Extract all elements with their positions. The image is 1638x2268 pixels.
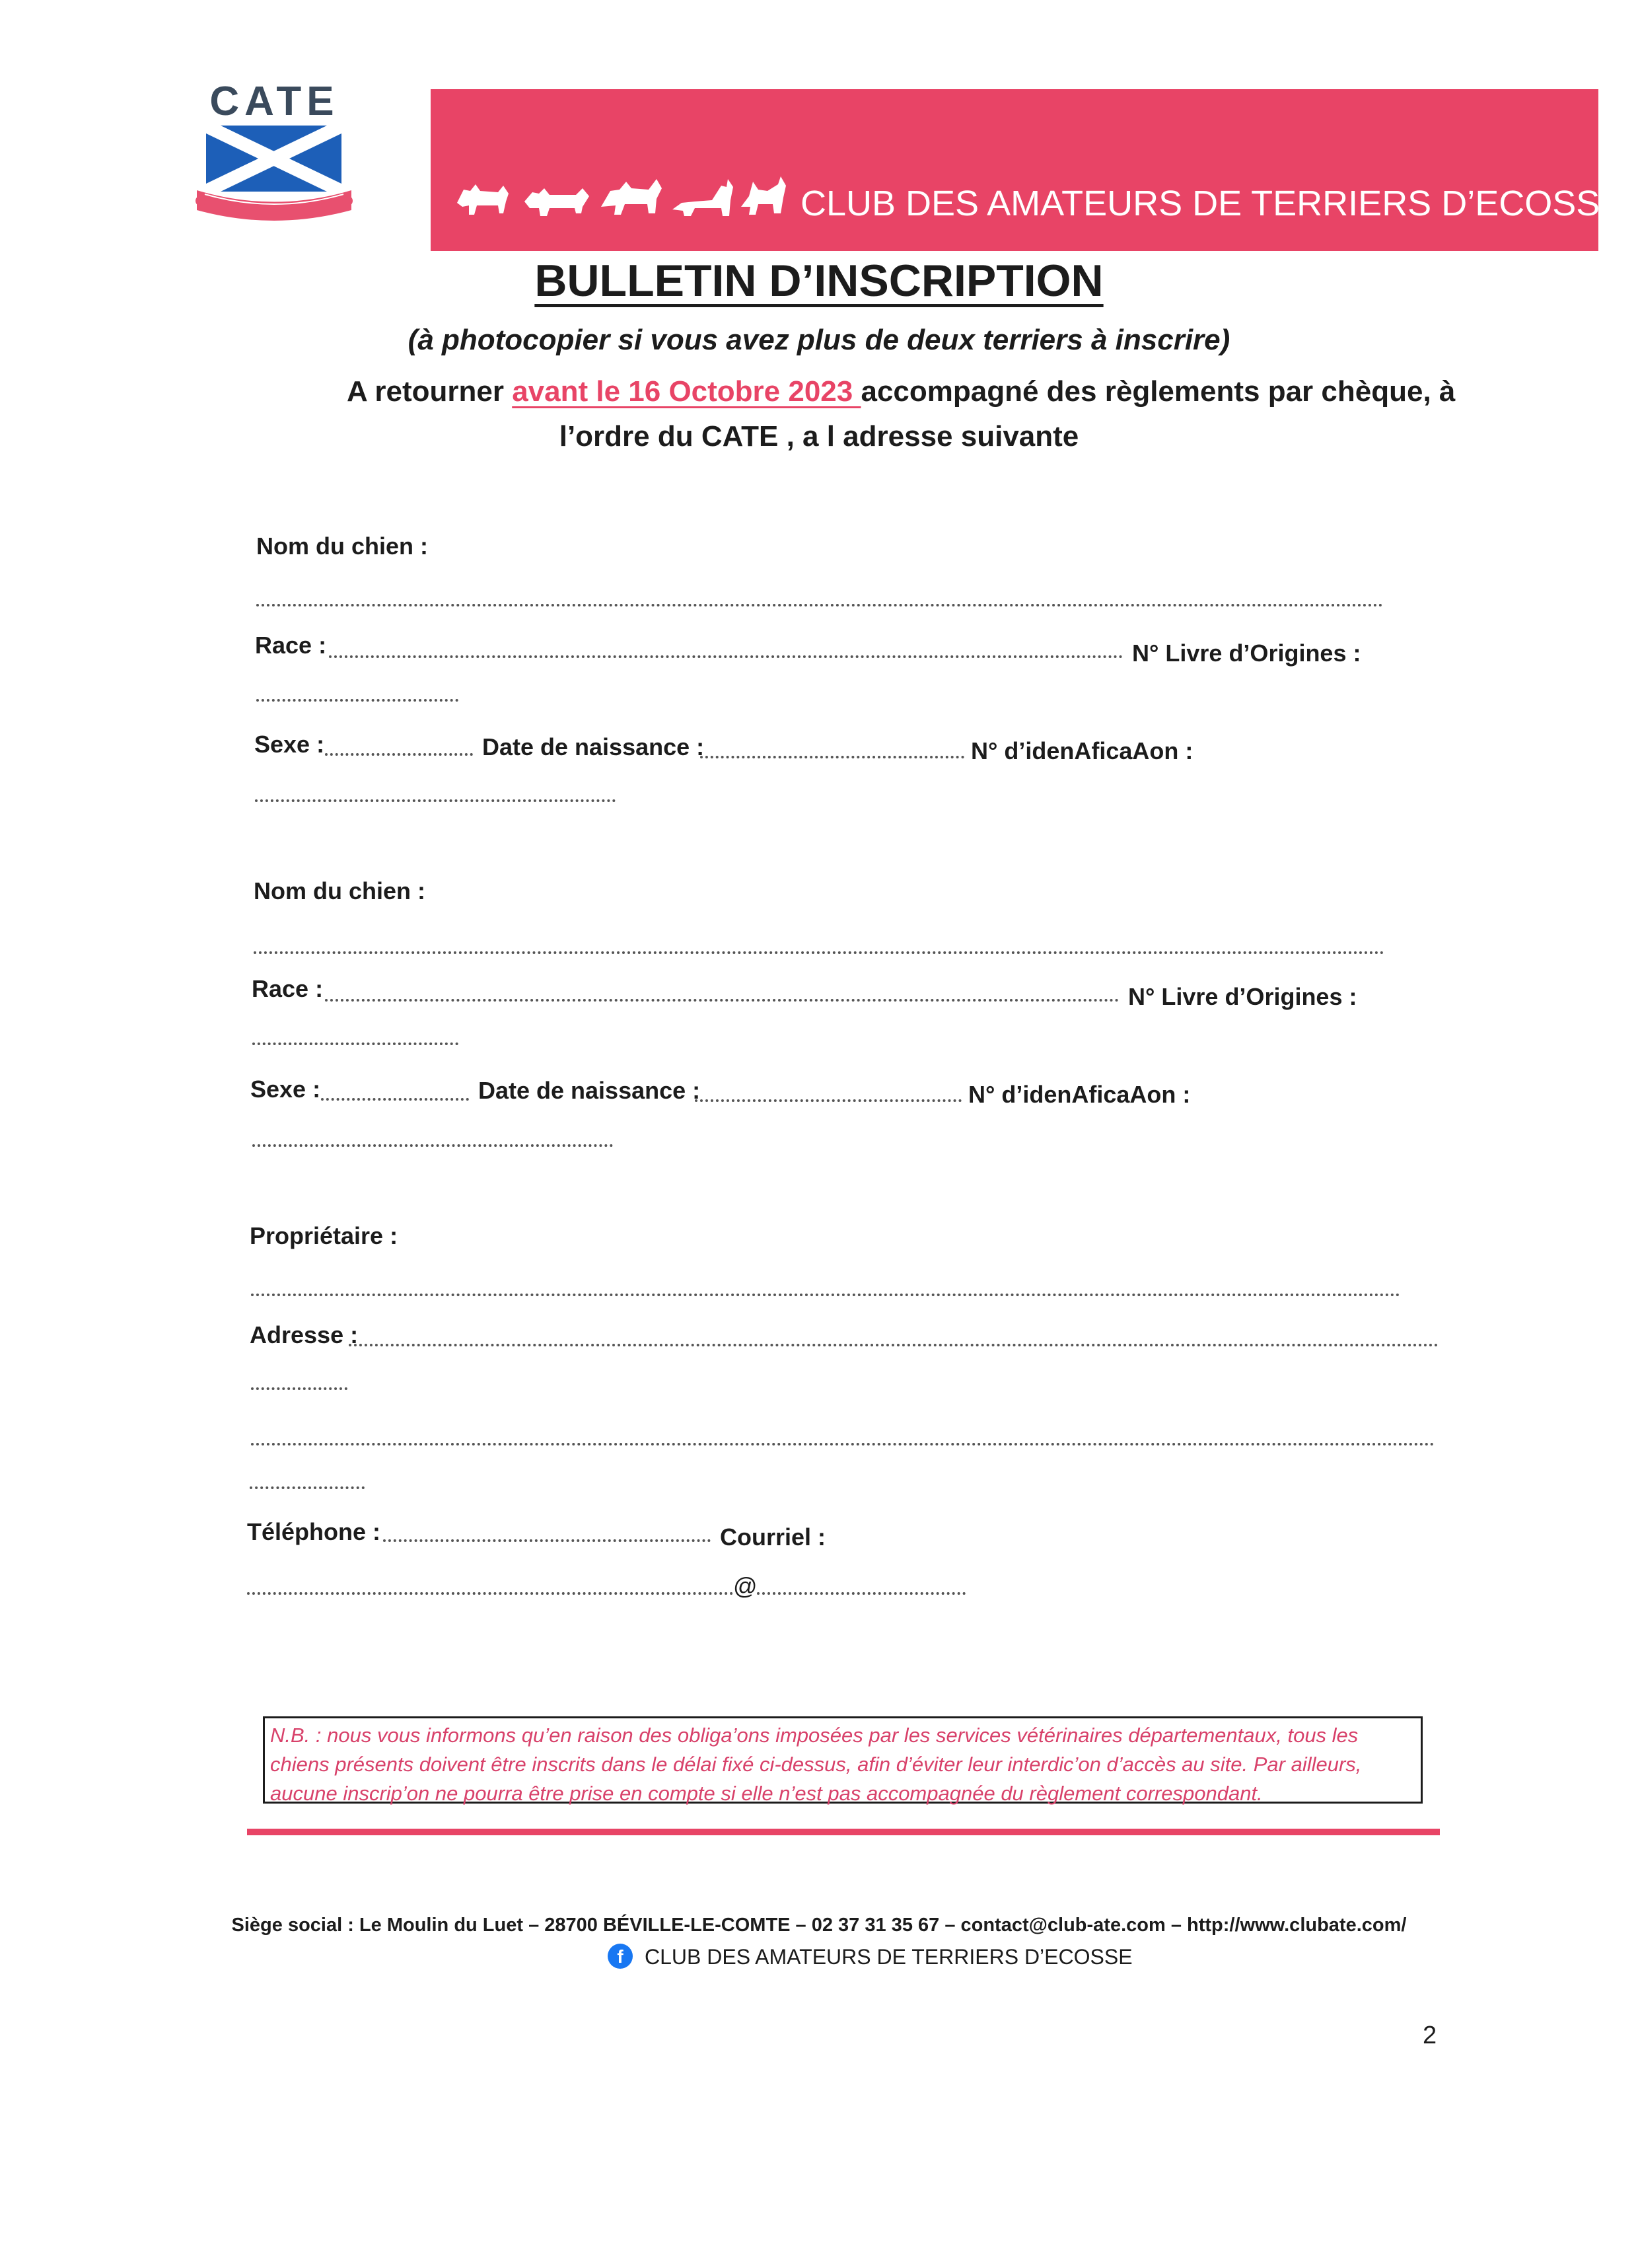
- adresse-field-1[interactable]: [349, 1344, 1439, 1346]
- note-box: N.B. : nous vous informons qu’en raison des obliga’ons imposées par les services vétérinaires départementaux, tous les chiens présents doivent être inscrits dans le délai fixé ci-dessus, afin d’éviter leur interdic’on d’accès au site. Par ailleurs, aucune inscrip’on ne pourra être prise en compte si elle n’est pas accompagnée du règlement correspondant.: [263, 1716, 1423, 1804]
- adresse-field-4[interactable]: [250, 1486, 365, 1489]
- return-instructions: [347, 375, 1455, 408]
- page-number: 2: [1423, 2022, 1437, 2049]
- divider-line: [247, 1829, 1440, 1835]
- dog2-race-field[interactable]: [325, 999, 1119, 1002]
- dog1-race-label: Race :: [255, 632, 327, 659]
- at-sign: @: [733, 1572, 758, 1599]
- telephone-field[interactable]: [383, 1539, 711, 1542]
- dog1-name-label: Nom du chien :: [256, 532, 428, 560]
- dog1-date-label: Date de naissance :: [482, 733, 705, 760]
- dog2-id-label: N° d’idenAficaAon :: [968, 1081, 1191, 1108]
- proprietaire-field[interactable]: [251, 1294, 1400, 1296]
- proprietaire-label: Propriétaire :: [250, 1222, 398, 1249]
- facebook-page-name[interactable]: CLUB DES AMATEURS DE TERRIERS D’ECOSSE: [645, 1945, 1133, 1969]
- telephone-label: Téléphone :: [247, 1518, 381, 1545]
- dog1-id-field[interactable]: [255, 799, 616, 802]
- dog1-race-field[interactable]: [329, 655, 1123, 658]
- dog2-sexe-label: Sexe :: [250, 1076, 321, 1103]
- dog2-name-label: Nom du chien :: [254, 877, 425, 904]
- dog1-sexe-label: Sexe :: [254, 731, 325, 758]
- page-subtitle: (à photocopier si vous avez plus de deux terriers à inscrire): [408, 324, 1230, 356]
- footer-address: Siège social : Le Moulin du Luet – 28700 BÉVILLE-LE-COMTE – 02 37 31 35 67 – contact@club-ate.com – http://www.clubate.com/: [231, 1915, 1407, 1936]
- deadline: avant le 16 Octobre 2023: [512, 375, 861, 408]
- dog2-date-label: Date de naissance :: [478, 1077, 701, 1104]
- instr-suffix: accompagné des règlements par chèque, à: [861, 375, 1456, 408]
- facebook-icon[interactable]: f: [608, 1944, 633, 1969]
- dog2-livre-field[interactable]: [252, 1043, 458, 1045]
- dog2-id-field[interactable]: [252, 1144, 613, 1147]
- dog1-sexe-field[interactable]: [325, 753, 473, 756]
- dog2-livre-label: N° Livre d’Origines :: [1128, 983, 1357, 1010]
- dog2-sexe-field[interactable]: [321, 1098, 469, 1101]
- terrier-silhouettes-icon: [450, 150, 794, 236]
- adresse-label: Adresse :: [250, 1321, 359, 1348]
- dog1-name-field[interactable]: [256, 604, 1383, 606]
- courriel-label: Courriel :: [720, 1523, 826, 1551]
- dog1-livre-field[interactable]: [256, 699, 458, 702]
- dog1-date-field[interactable]: [700, 756, 964, 758]
- adresse-field-3[interactable]: [251, 1443, 1435, 1445]
- page-title: BULLETIN D’INSCRIPTION: [534, 256, 1104, 306]
- logo-text: CATE: [209, 79, 339, 124]
- banner-title: CLUB DES AMATEURS DE TERRIERS D’ECOSSE: [801, 184, 1624, 223]
- dog2-race-label: Race :: [252, 975, 324, 1002]
- dog1-livre-label: N° Livre d’Origines :: [1132, 640, 1361, 667]
- cate-logo: [192, 78, 357, 230]
- dog1-id-label: N° d’idenAficaAon :: [971, 737, 1193, 764]
- dog2-name-field[interactable]: [254, 951, 1384, 954]
- courriel-field-domain[interactable]: [757, 1592, 966, 1595]
- instr-prefix: A retourner: [347, 375, 513, 408]
- dog2-date-field[interactable]: [695, 1099, 962, 1102]
- header-banner: [431, 89, 1624, 251]
- courriel-field-user[interactable]: [247, 1592, 733, 1595]
- return-instructions-line2: l’ordre du CATE , a l adresse suivante: [559, 420, 1079, 453]
- adresse-field-2[interactable]: [251, 1387, 347, 1390]
